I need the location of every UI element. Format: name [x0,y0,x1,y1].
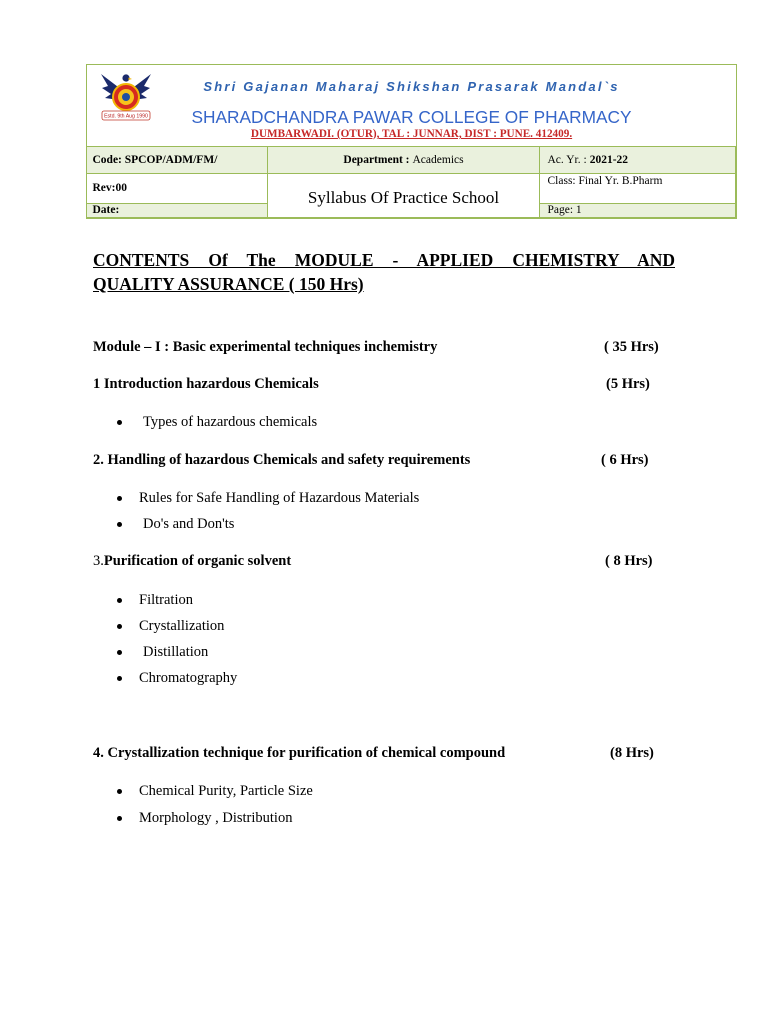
department-value: Academics [412,153,464,166]
list-item [93,591,613,609]
list-item [93,489,613,507]
list-item-text: Rules for Safe Handling of Hazardous Materials [139,490,420,506]
topic-hours: (5 Hrs) [606,376,650,392]
class-info: Class: Final Yr. B.Pharm [540,174,735,203]
list-item [93,809,613,827]
academic-year-label: Ac. Yr. : [547,153,587,166]
topic-hours: ( 6 Hrs) [601,452,649,468]
academic-year-value: 2021-22 [589,153,629,166]
document-meta-table [86,146,737,219]
college-name: SHARADCHANDRA PAWAR COLLEGE OF PHARMACY [191,107,632,127]
topic-title: 4. Crystallization technique for purification of chemical compound [93,745,506,761]
list-item [93,643,613,661]
list-item-text: Chemical Purity, Particle Size [139,783,313,799]
letterhead-header [86,64,737,146]
topic-title-row [93,552,693,570]
topic-title-row [93,451,693,469]
list-item [93,669,613,687]
bullet-icon [117,650,122,655]
module-hours: ( 35 Hrs) [604,339,659,355]
document-code: Code: SPCOP/ADM/FM/ [87,147,267,173]
bullet-icon [117,420,122,425]
contents-heading-line-2: QUALITY ASSURANCE ( 150 Hrs) [93,274,364,294]
topic-title: Purification of organic solvent [103,553,292,569]
list-item [93,515,613,533]
topic-title-row [93,375,693,393]
contents-heading-line-1: CONTENTS Of The MODULE - APPLIED CHEMISTRY AND [93,250,675,270]
module-title-row [93,338,693,356]
topic-title: 2. Handling of hazardous Chemicals and safety requirements [93,452,471,468]
topic-hours: ( 8 Hrs) [605,553,653,569]
department-label: Department : [343,153,410,166]
list-item-text: Morphology , Distribution [139,810,293,826]
list-item-text: Chromatography [139,670,238,686]
date-label: Date: [87,204,267,217]
page-number: Page: 1 [540,204,735,217]
list-item [93,782,613,800]
topic-hours: (8 Hrs) [610,745,654,761]
topic-number: 3. [93,553,104,569]
logo-caption: Estd. 9th Aug 1990 [104,113,148,120]
document-title: Syllabus Of Practice School [268,174,539,217]
list-item [93,617,613,635]
list-item-text: Distillation [143,644,209,660]
list-item-text: Do's and Don'ts [143,516,235,532]
bullet-icon [117,789,122,794]
list-item-text: Types of hazardous chemicals [143,414,318,430]
bullet-icon [117,676,122,681]
module-title: Module – I : Basic experimental techniques inchemistry [93,339,438,355]
topic-title: 1 Introduction hazardous Chemicals [93,376,319,392]
bullet-icon [117,624,122,629]
list-item-text: Crystallization [139,618,225,634]
department-cell [268,147,539,173]
topic-title-row [93,744,693,762]
list-item-text: Filtration [139,592,193,608]
college-address [87,127,736,141]
academic-year-cell [540,147,735,173]
bullet-icon [117,598,122,603]
bullet-icon [117,816,122,821]
contents-heading [93,248,675,296]
bullet-icon [117,522,122,527]
college-address-text: DUMBARWADI. (OTUR), TAL : JUNNAR, DIST : PUNE. 412409. [250,128,573,140]
list-item [93,413,613,431]
revision-number: Rev:00 [87,174,267,203]
bullet-icon [117,496,122,501]
trust-name: Shri Gajanan Maharaj Shikshan Prasarak Mandal`s [203,79,620,94]
